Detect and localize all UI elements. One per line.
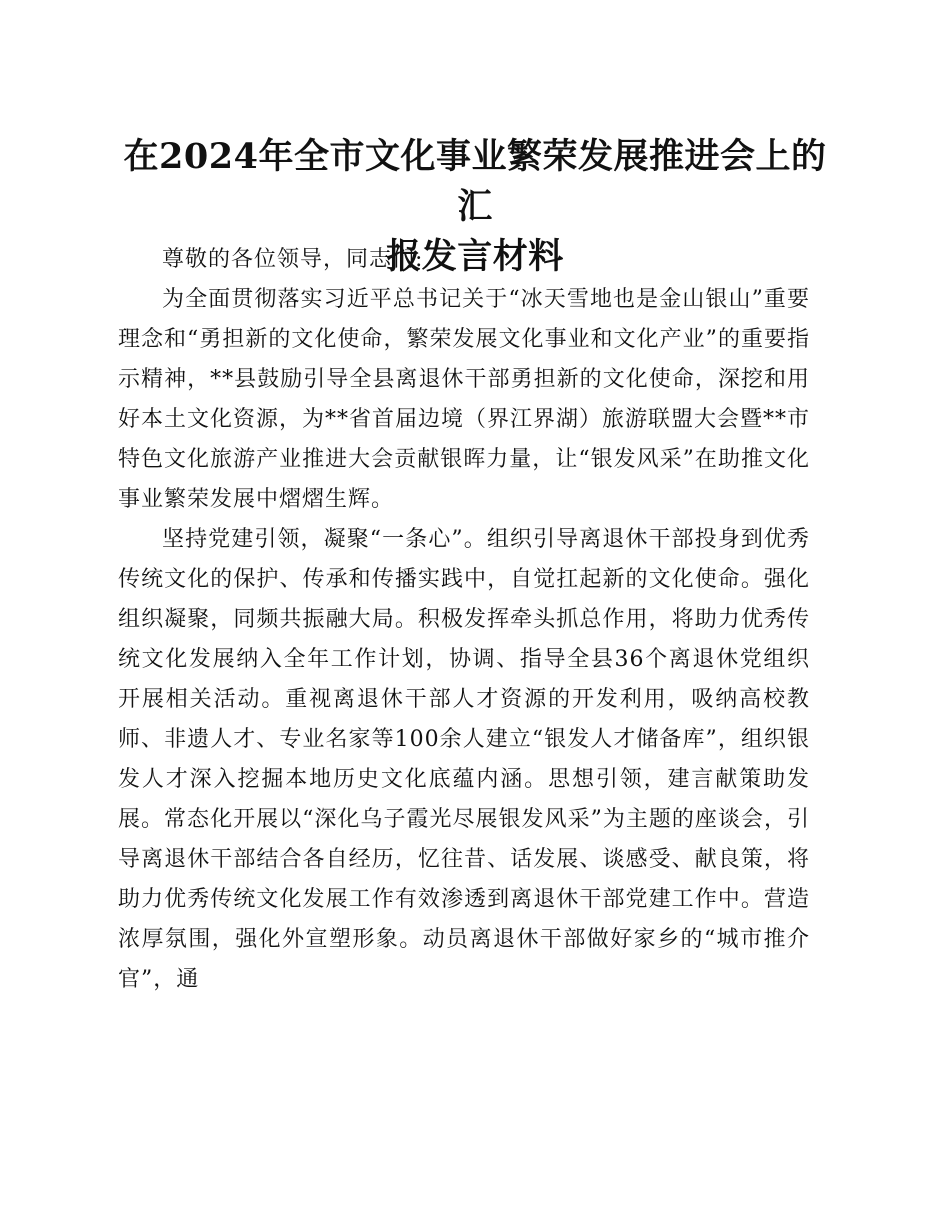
- paragraph: 为全面贯彻落实习近平总书记关于“冰天雪地也是金山银山”重要理念和“勇担新的文化使命，繁荣发展文化事业和文化产业”的重要指示精神，**县鼓励引导全县离退休干部勇担新的文化使命，深挖和用好本土文化资源，为**省首届边境（界江界湖）旅游联盟大会暨**市特色文化旅游产业推进大会贡献银晖力量，让“银发风采”在助推文化事业繁荣发展中熠熠生辉。: [118, 287, 811, 512]
- paragraph: 坚持党建引领，凝聚“一条心”。组织引导离退休干部投身到优秀传统文化的保护、传承和传播实践中，自觉扛起新的文化使命。强化组织凝聚，同频共振融大局。积极发挥牵头抓总作用，将助力优秀传统文化发展纳入全年工作计划，协调、指导全县36个离退休党组织开展相关活动。重视离退休干部人才资源的开发利用，吸纳高校教师、非遗人才、专业名家等100余人建立“银发人才储备库”，组织银发人才深入挖掘本地历史文化底蕴内涵。思想引领，建言献策助发展。常态化开展以“深化乌子霞光尽展银发风采”为主题的座谈会，引导离退休干部结合各自经历，忆往昔、话发展、谈感受、献良策，将助力优秀传统文化发展工作有效渗透到离退休干部党建工作中。营造浓厚氛围，强化外宣塑形象。动员离退休干部做好家乡的“城市推介官”，通: [118, 527, 810, 992]
- salutation: 尊敬的各位领导，同志们:: [162, 247, 424, 272]
- document-body: [118, 240, 810, 1000]
- title-line-1: 在2024年全市文化事业繁荣发展推进会上的汇: [123, 136, 827, 227]
- title-line-2: 报发言材料: [386, 236, 564, 277]
